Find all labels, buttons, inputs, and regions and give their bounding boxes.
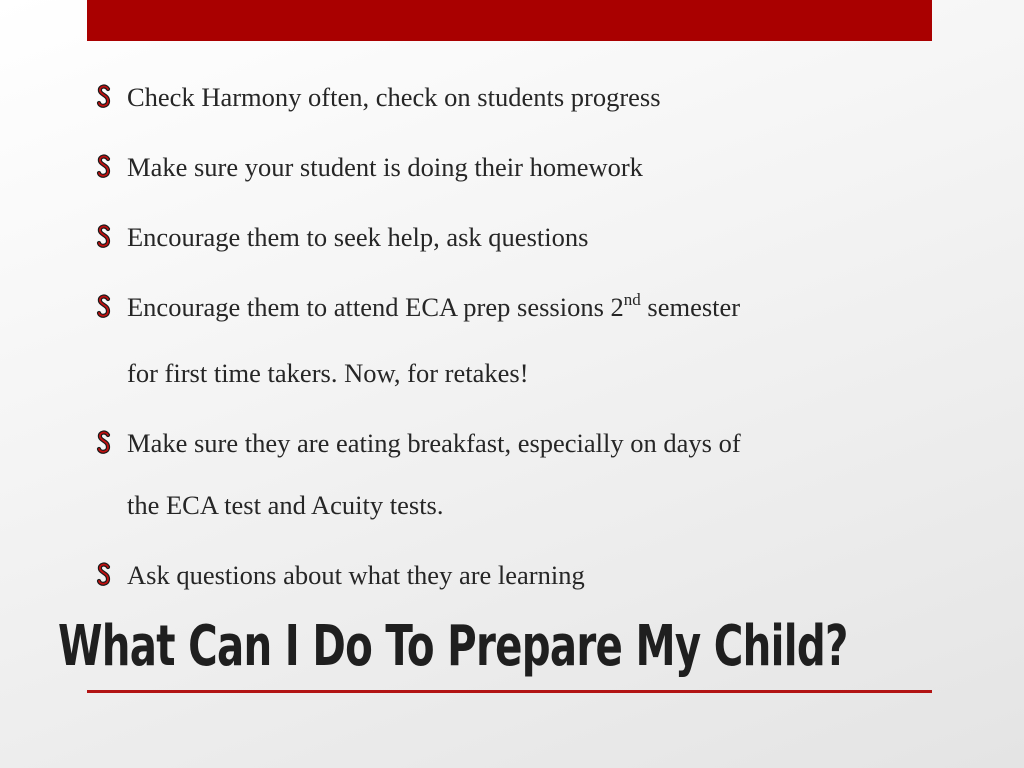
slide-title: What Can I Do To Prepare My Child? — [58, 614, 848, 679]
bullet-text-line-2: for first time takers. Now, for retakes! — [127, 358, 529, 388]
bullet-item-1 — [96, 66, 936, 128]
bullet-text-line-1 — [127, 292, 740, 322]
bullet-item-3 — [96, 206, 936, 268]
bullet-item-4 — [96, 276, 936, 404]
s-scroll-bullet-icon — [96, 154, 112, 180]
bullet-item-2 — [96, 136, 936, 198]
bullet-text: Encourage them to seek help, ask questions — [127, 222, 589, 252]
bullet-text: Make sure your student is doing their homework — [127, 152, 643, 182]
s-scroll-bullet-icon — [96, 84, 112, 110]
bullet-text-line-1: Make sure they are eating breakfast, especially on days of — [127, 428, 741, 458]
bullet-list — [96, 66, 936, 614]
s-scroll-bullet-icon — [96, 562, 112, 588]
bullet-text: Check Harmony often, check on students progress — [127, 82, 661, 112]
bullet-item-5 — [96, 412, 936, 536]
bullet-text-after: semester — [640, 292, 741, 322]
bullet-item-6 — [96, 544, 936, 606]
bullet-text-line-2: the ECA test and Acuity tests. — [127, 490, 444, 520]
top-accent-bar — [87, 0, 932, 41]
title-underline — [87, 690, 932, 693]
bullet-text-before: Encourage them to attend ECA prep sessions 2 — [127, 292, 624, 322]
bullet-text: Ask questions about what they are learning — [127, 560, 585, 590]
superscript-suffix: nd — [623, 290, 641, 309]
s-scroll-bullet-icon — [96, 224, 112, 250]
s-scroll-bullet-icon — [96, 430, 112, 456]
s-scroll-bullet-icon — [96, 294, 112, 320]
